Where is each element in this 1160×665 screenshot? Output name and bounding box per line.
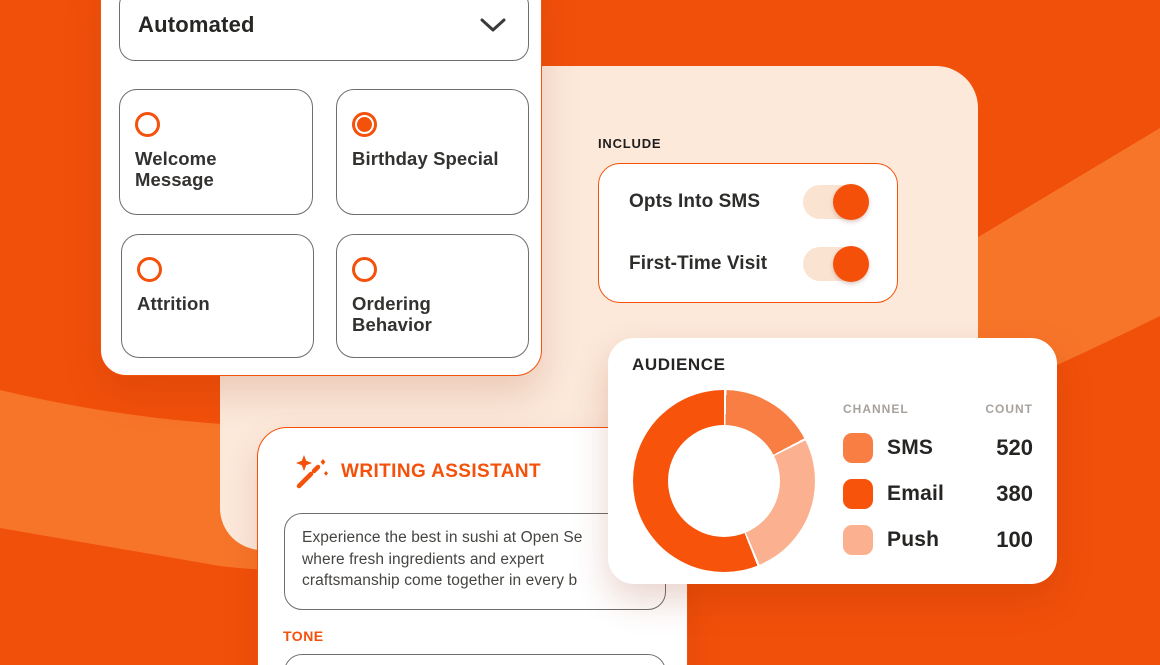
channel-label: SMS xyxy=(887,436,934,459)
radio-button-selected[interactable] xyxy=(352,112,377,137)
channel-count: 100 xyxy=(996,527,1033,552)
legend-row-sms xyxy=(843,430,1033,466)
message-line: Experience the best in sushi at Open Se xyxy=(302,529,583,546)
toggle-knob xyxy=(833,246,869,282)
include-row-opts-into-sms xyxy=(629,184,867,220)
email-color-swatch xyxy=(843,479,873,509)
channel-label: Email xyxy=(887,482,945,505)
radio-button[interactable] xyxy=(135,112,160,137)
toggle-knob xyxy=(833,184,869,220)
push-color-swatch xyxy=(843,525,873,555)
option-card-attrition[interactable] xyxy=(121,234,314,358)
radio-button[interactable] xyxy=(352,257,377,282)
legend-row-email xyxy=(843,476,1033,512)
legend-row-push xyxy=(843,522,1033,558)
automation-selector-card xyxy=(100,0,542,376)
first-time-visit-toggle[interactable] xyxy=(803,247,867,281)
option-card-ordering-behavior[interactable] xyxy=(336,234,529,358)
include-card xyxy=(598,163,898,303)
option-label: Ordering Behavior xyxy=(352,293,432,335)
radio-button[interactable] xyxy=(137,257,162,282)
include-section-label: INCLUDE xyxy=(598,136,662,151)
message-line: craftsmanship come together in every b xyxy=(302,572,578,589)
include-row-first-time-visit xyxy=(629,246,867,282)
chevron-down-icon xyxy=(480,17,506,33)
channel-count: 520 xyxy=(996,435,1033,460)
writing-assistant-title: WRITING ASSISTANT xyxy=(341,461,541,482)
sms-color-swatch xyxy=(843,433,873,463)
option-card-welcome-message[interactable] xyxy=(119,89,313,215)
message-line: where fresh ingredients and expert xyxy=(302,550,545,568)
legend-headers xyxy=(843,402,1033,416)
donut-hole xyxy=(668,425,780,537)
channel-label: Push xyxy=(887,528,940,551)
opts-into-sms-toggle[interactable] xyxy=(803,185,867,219)
option-card-birthday-special[interactable] xyxy=(336,89,529,215)
tone-field[interactable] xyxy=(284,654,666,665)
channel-count: 380 xyxy=(996,481,1033,506)
magic-wand-icon xyxy=(292,453,332,491)
audience-legend xyxy=(843,402,1033,568)
toggle-label: Opts Into SMS xyxy=(629,191,761,212)
toggle-label: First-Time Visit xyxy=(629,253,768,274)
option-label: Birthday Special xyxy=(352,148,499,169)
tone-label: TONE xyxy=(283,628,324,644)
option-label: Attrition xyxy=(137,293,210,314)
option-label: Welcome Message xyxy=(135,148,217,190)
audience-card xyxy=(608,338,1057,584)
writing-assistant-header xyxy=(292,453,541,491)
count-column-header: COUNT xyxy=(985,402,1033,416)
channel-column-header: CHANNEL xyxy=(843,402,909,416)
dropdown-selected-value: Automated xyxy=(138,12,255,37)
audience-title: AUDIENCE xyxy=(632,355,726,374)
automation-type-dropdown[interactable] xyxy=(119,0,529,61)
audience-donut-chart xyxy=(633,390,815,572)
